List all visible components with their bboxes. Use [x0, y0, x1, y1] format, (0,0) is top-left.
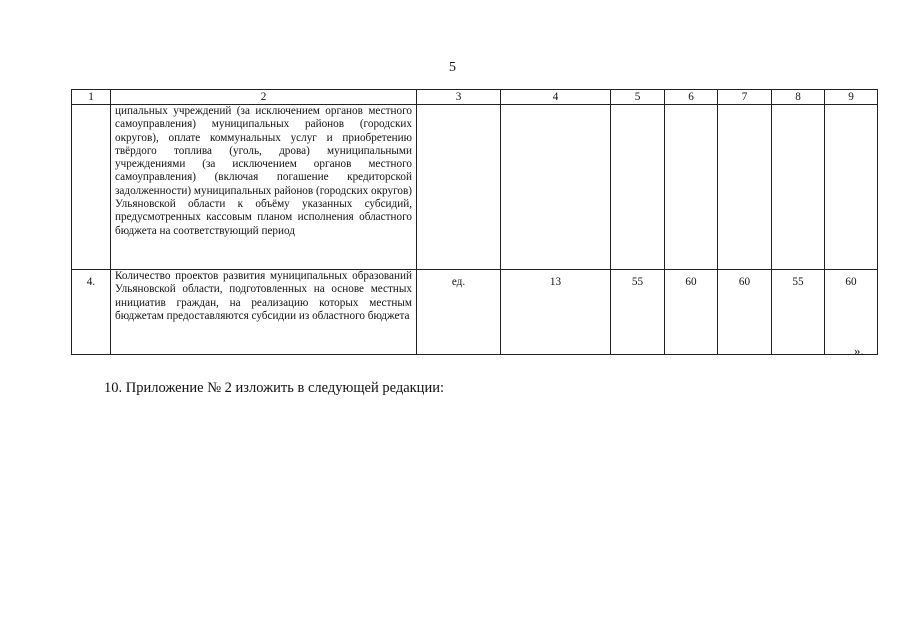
- row-value: 55: [772, 270, 825, 355]
- page-number: 5: [449, 60, 456, 75]
- row-value: [825, 105, 878, 270]
- table-header-row: [72, 90, 878, 105]
- row-number: [72, 105, 111, 270]
- header-cell: 1: [72, 90, 111, 105]
- row-value: [772, 105, 825, 270]
- header-cell: 2: [111, 90, 417, 105]
- row-description: ципальных учреждений (за исключением органов местного самоуправления) муниципальных районов (городских округов), оплате коммунальных услуг и приобретению твёрдого топлива (уголь, дрова) муниципальными учреждениями (за исключением органов местного самоуправления) (включая погашение кредиторской задолженности) муниципальных районов (городских округов) Ульяновской области к объёму указанных субсидий, предусмотренных кассовым планом исполнения областного бюджета на соответствующий период: [111, 105, 417, 270]
- row-value: [665, 105, 718, 270]
- row-value: 55: [611, 270, 665, 355]
- indicator-table: [71, 89, 878, 355]
- row-value: [718, 105, 772, 270]
- header-cell: 6: [665, 90, 718, 105]
- header-cell: 9: [825, 90, 878, 105]
- row-value: [501, 105, 611, 270]
- row-value: 60: [665, 270, 718, 355]
- row-unit: ед.: [417, 270, 501, 355]
- table-row: [72, 270, 878, 355]
- row-value: 60: [825, 270, 878, 355]
- row-value: 13: [501, 270, 611, 355]
- row-description: Количество проектов развития муниципальных образований Ульяновской области, подготовленных на основе местных инициатив граждан, на реализацию которых местным бюджетам предоставляются субсидии из областного бюджета: [111, 270, 417, 355]
- row-number: 4.: [72, 270, 111, 355]
- row-value: [611, 105, 665, 270]
- closing-quote-mark: ».: [854, 343, 864, 358]
- amendment-paragraph: 10. Приложение № 2 изложить в следующей редакции:: [104, 380, 444, 396]
- header-cell: 7: [718, 90, 772, 105]
- header-cell: 4: [501, 90, 611, 105]
- header-cell: 5: [611, 90, 665, 105]
- header-cell: 3: [417, 90, 501, 105]
- row-unit: [417, 105, 501, 270]
- row-value: 60: [718, 270, 772, 355]
- header-cell: 8: [772, 90, 825, 105]
- table-row: [72, 105, 878, 270]
